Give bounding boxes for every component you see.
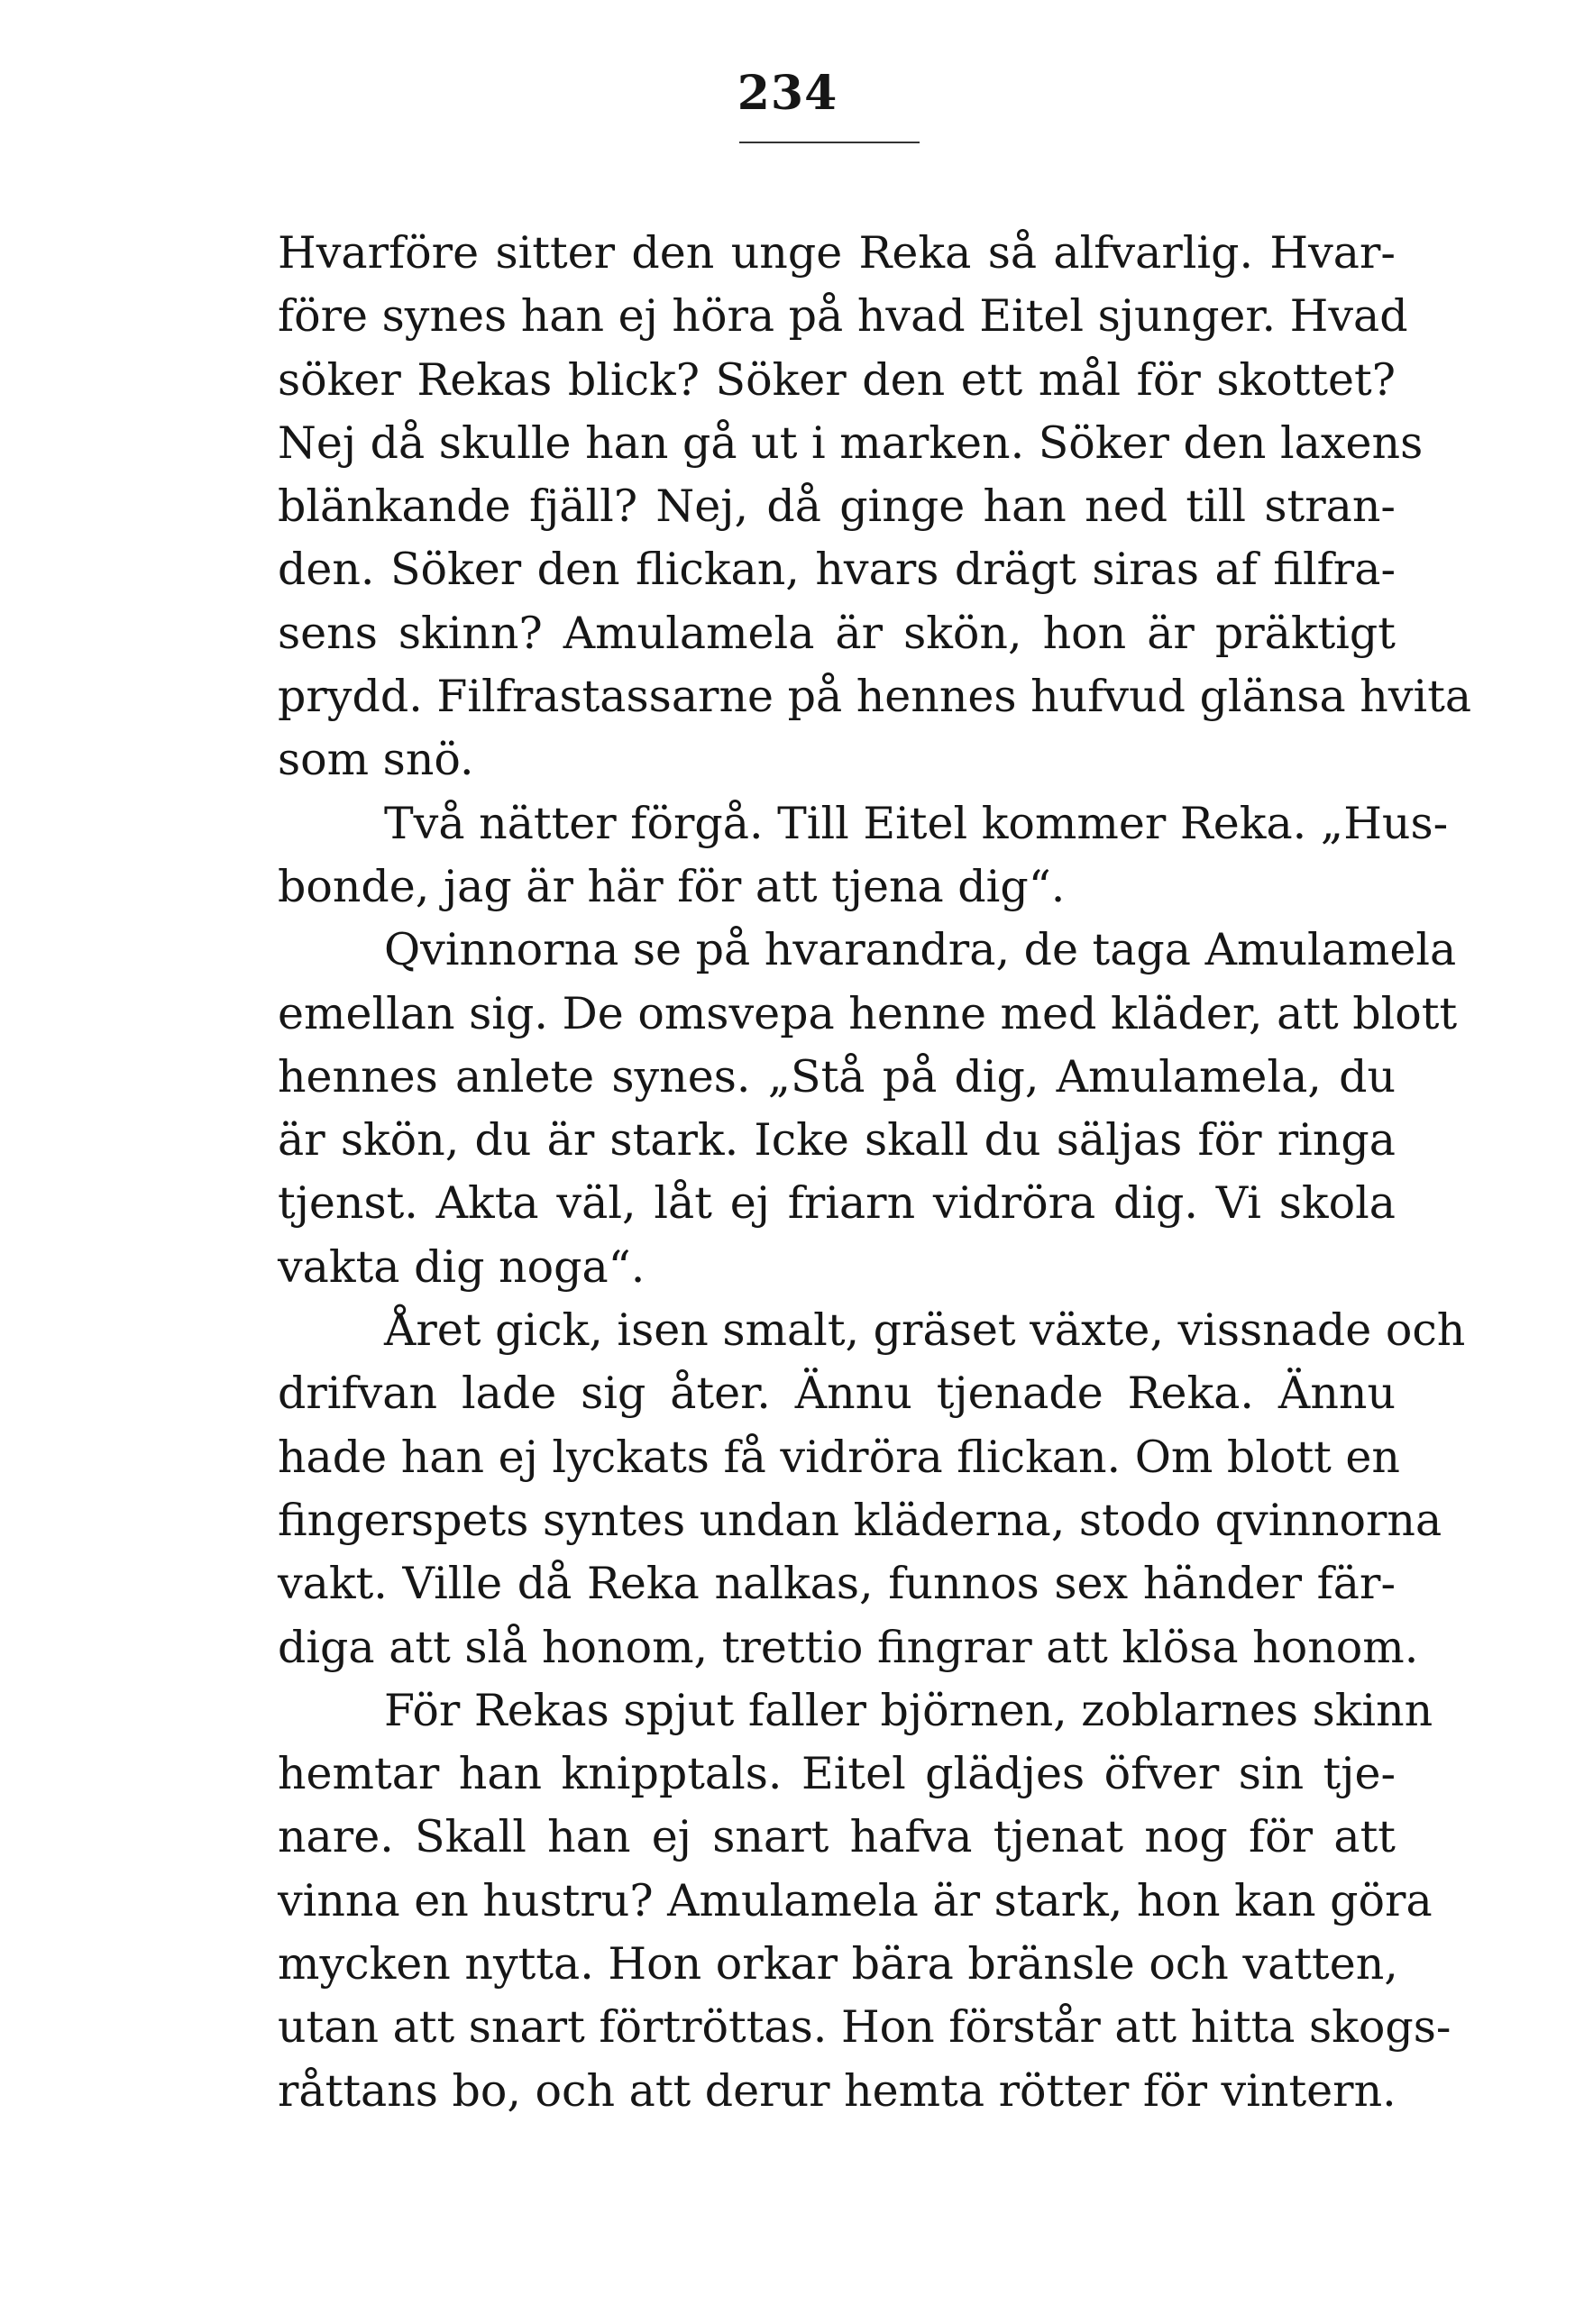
text-line: tjenst. Akta väl, låt ej friarn vidröra dig. Vi skola bbox=[278, 1177, 1396, 1230]
page-number: 234 bbox=[737, 66, 838, 121]
text-line: vakta dig noga“. bbox=[278, 1240, 646, 1293]
header-rule bbox=[739, 142, 920, 143]
text-line: Qvinnorna se på hvarandra, de taga Amulamela bbox=[384, 924, 1457, 976]
text-line: vakt. Ville då Reka nalkas, funnos sex händer fär- bbox=[278, 1558, 1396, 1610]
body-text bbox=[278, 222, 1472, 2123]
text-line: Året gick, isen smalt, gräset växte, vissnade och bbox=[384, 1304, 1466, 1357]
text-line: före synes han ej höra på hvad Eitel sjunger. Hvad bbox=[278, 290, 1408, 343]
text-line: bonde, jag är här för att tjena dig“. bbox=[278, 860, 1066, 912]
text-line: hade han ej lyckats få vidröra flickan. Om blott en bbox=[278, 1431, 1400, 1483]
text-line: emellan sig. De omsvepa henne med kläder, att blott bbox=[278, 987, 1458, 1039]
text-line: nare. Skall han ej snart hafva tjenat nog för att bbox=[278, 1811, 1396, 1863]
text-line: som snö. bbox=[278, 734, 474, 786]
text-line: prydd. Filfrastassarne på hennes hufvud glänsa hvita bbox=[278, 671, 1472, 723]
text-line: Två nätter förgå. Till Eitel kommer Reka. „Hus- bbox=[384, 797, 1449, 849]
text-line: sens skinn? Amulamela är skön, hon är präktigt bbox=[278, 607, 1396, 659]
text-line: För Rekas spjut faller björnen, zoblarnes skinn bbox=[384, 1684, 1433, 1736]
text-line: blänkande fjäll? Nej, då ginge han ned till stran- bbox=[278, 480, 1396, 533]
text-line: utan att snart förtröttas. Hon förstår att hitta skogs- bbox=[278, 2001, 1451, 2054]
text-line: är skön, du är stark. Icke skall du säljas för ringa bbox=[278, 1114, 1396, 1167]
text-line: Nej då skulle han gå ut i marken. Söker den laxens bbox=[278, 416, 1424, 469]
text-line: Hvarföre sitter den unge Reka så alfvarlig. Hvar- bbox=[278, 227, 1396, 279]
text-line: den. Söker den flickan, hvars drägt siras af filfra- bbox=[278, 544, 1396, 596]
text-line: vinna en hustru? Amulamela är stark, hon kan göra bbox=[278, 1874, 1433, 1926]
text-line: fingerspets syntes undan kläderna, stodo qvinnorna bbox=[278, 1494, 1442, 1546]
text-line: diga att slå honom, trettio fingrar att klösa honom. bbox=[278, 1621, 1419, 1673]
text-line: hemtar han knipptals. Eitel glädjes öfver sin tje- bbox=[278, 1748, 1396, 1800]
text-line: söker Rekas blick? Söker den ett mål för skottet? bbox=[278, 353, 1396, 406]
text-line: drifvan lade sig åter. Ännu tjenade Reka. Ännu bbox=[278, 1368, 1396, 1420]
text-line: råttans bo, och att derur hemta rötter för vintern. bbox=[278, 2064, 1396, 2117]
text-line: hennes anlete synes. „Stå på dig, Amulamela, du bbox=[278, 1050, 1396, 1103]
text-line: mycken nytta. Hon orkar bära bränsle och vatten, bbox=[278, 1938, 1398, 1990]
